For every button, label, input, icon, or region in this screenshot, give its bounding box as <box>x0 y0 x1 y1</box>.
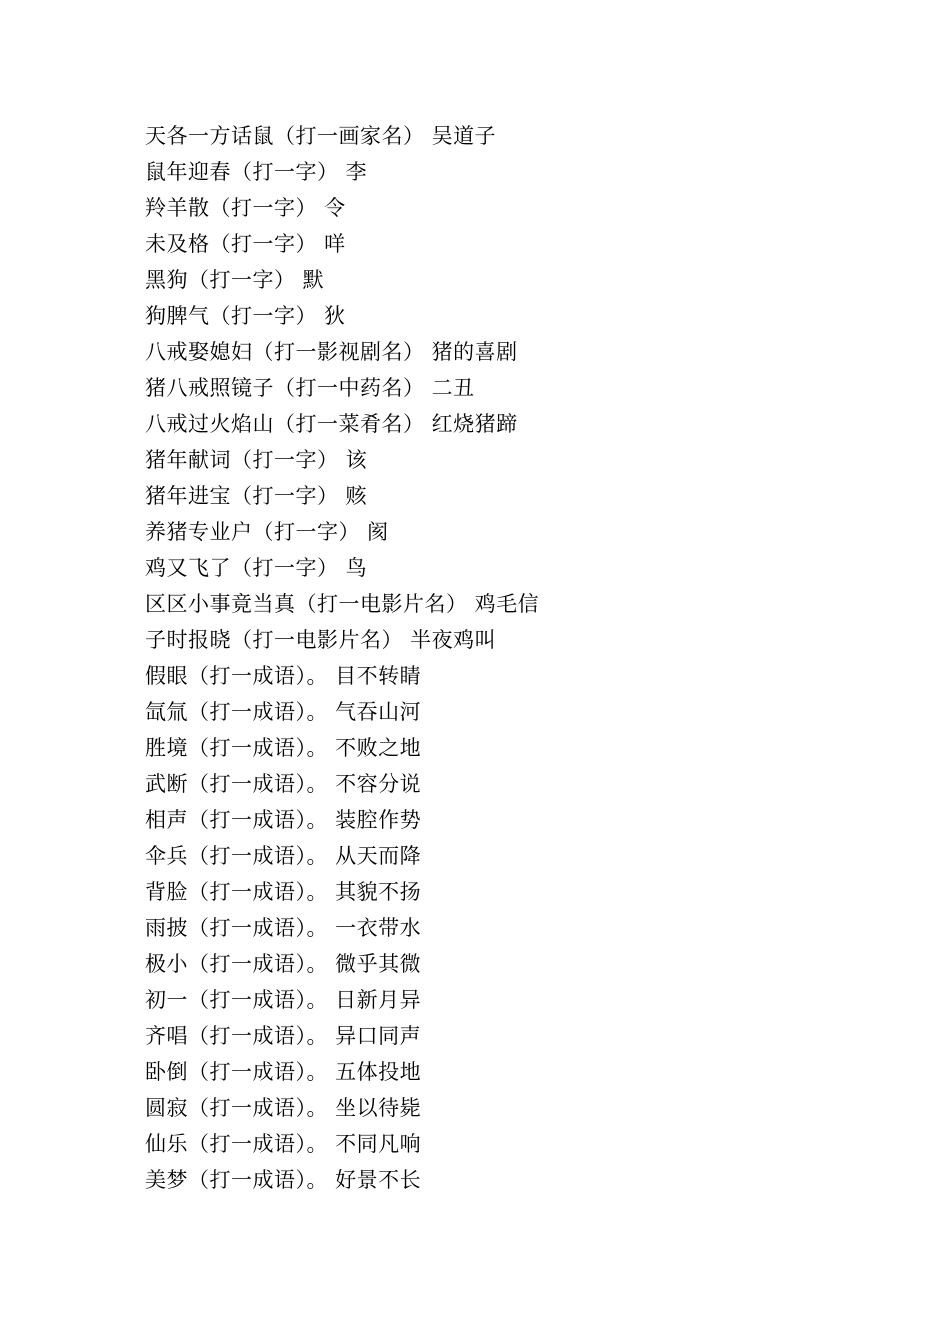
riddle-line: 区区小事竟当真（打一电影片名） 鸡毛信 <box>145 592 540 616</box>
riddle-list <box>145 118 539 1198</box>
riddle-line: 武断（打一成语）。 不容分说 <box>145 772 422 796</box>
riddle-line: 鸡又飞了（打一字） 鸟 <box>145 556 368 580</box>
riddle-line: 黑狗（打一字） 默 <box>145 268 325 292</box>
riddle-line: 圆寂（打一成语）。 坐以待毙 <box>145 1096 422 1120</box>
riddle-line: 假眼（打一成语）。 目不转睛 <box>145 664 422 688</box>
riddle-line: 背脸（打一成语）。 其貌不扬 <box>145 880 422 904</box>
riddle-line: 卧倒（打一成语）。 五体投地 <box>145 1060 422 1084</box>
riddle-line: 猪年进宝（打一字） 赅 <box>145 484 368 508</box>
riddle-line: 狗脾气（打一字） 狄 <box>145 304 346 328</box>
riddle-line: 相声（打一成语）。 装腔作势 <box>145 808 422 832</box>
riddle-line: 猪年献词（打一字） 该 <box>145 448 368 472</box>
riddle-line: 养猪专业户（打一字） 阂 <box>145 520 389 544</box>
riddle-line: 猪八戒照镜子（打一中药名） 二丑 <box>145 376 475 400</box>
riddle-line: 八戒过火焰山（打一菜肴名） 红烧猪蹄 <box>145 412 518 436</box>
riddle-line: 未及格（打一字） 咩 <box>145 232 346 256</box>
riddle-line: 极小（打一成语）。 微乎其微 <box>145 952 422 976</box>
riddle-line: 雨披（打一成语）。 一衣带水 <box>145 916 422 940</box>
riddle-line: 美梦（打一成语）。 好景不长 <box>145 1168 422 1192</box>
riddle-line: 初一（打一成语）。 日新月异 <box>145 988 422 1012</box>
riddle-line: 齐唱（打一成语）。 异口同声 <box>145 1024 422 1048</box>
riddle-line: 天各一方话鼠（打一画家名） 吴道子 <box>145 124 497 148</box>
riddle-line: 胜境（打一成语）。 不败之地 <box>145 736 422 760</box>
riddle-line: 子时报晓（打一电影片名） 半夜鸡叫 <box>145 628 497 652</box>
riddle-line: 羚羊散（打一字） 令 <box>145 196 346 220</box>
riddle-line: 仙乐（打一成语）。 不同凡响 <box>145 1132 422 1156</box>
riddle-line: 八戒娶媳妇（打一影视剧名） 猪的喜剧 <box>145 340 518 364</box>
riddle-line: 氙氚（打一成语）。 气吞山河 <box>145 700 422 724</box>
riddle-line: 伞兵（打一成语）。 从天而降 <box>145 844 422 868</box>
riddle-line: 鼠年迎春（打一字） 李 <box>145 160 368 184</box>
